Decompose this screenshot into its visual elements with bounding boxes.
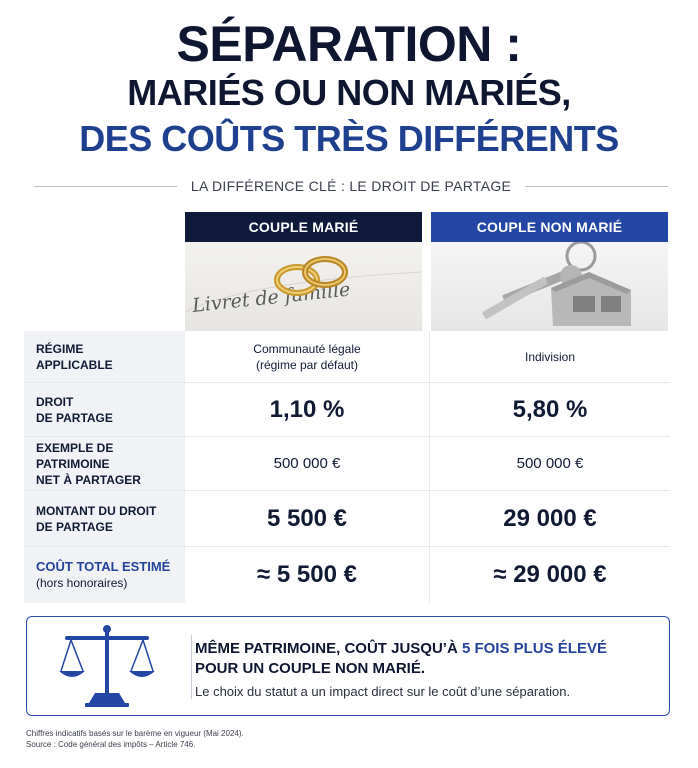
cell-married-line-2: (régime par défaut) (255, 357, 359, 372)
comparison-table (24, 331, 670, 603)
table-row (24, 437, 670, 491)
title-line-3: DES COÛTS TRÈS DIFFÉRENTS (79, 118, 619, 159)
cell-unmarried: 29 000 € (503, 504, 597, 532)
section-divider (34, 176, 668, 196)
row-label-line-1: RÉGIME (36, 341, 84, 356)
divider-label: LA DIFFÉRENCE CLÉ : LE DROIT DE PARTAGE (190, 178, 512, 194)
cell-married: 1,10 % (185, 383, 430, 436)
callout-box (26, 616, 670, 716)
row-label (24, 547, 185, 603)
row-label-line-2: (hors honoraires) (36, 576, 128, 590)
callout-text: Le choix du statut a un impact direct sur le coût d’une séparation. (195, 684, 571, 699)
cell-married: ≈ 5 500 € (185, 547, 430, 603)
callout-title-highlight: 5 FOIS PLUS ÉLEVÉ (461, 640, 607, 657)
title-line-1: SÉPARATION : (176, 16, 522, 72)
cell-unmarried: 5,80 % (512, 395, 588, 423)
row-label-line-2: DE PARTAGE (36, 519, 113, 534)
unmarried-photo (431, 242, 668, 331)
cell-married-line-1: Communauté légale (253, 341, 361, 356)
column-header-married: COUPLE MARIÉ (185, 212, 422, 242)
row-label-line-1: DROIT (36, 394, 74, 409)
row-label-line-2: APPLICABLE (36, 357, 113, 372)
row-label-line-1: MONTANT DU DROIT (36, 503, 157, 518)
callout-title-part-2: POUR UN COUPLE NON MARIÉ. (195, 660, 426, 677)
title-line-2: MARIÉS OU NON MARIÉS, (127, 72, 571, 113)
table-row (24, 383, 670, 437)
callout-separator (191, 635, 192, 699)
footnote-1: Chiffres indicatifs basés sur le barème en vigueur (Mai 2024). (26, 729, 244, 738)
cell-married: 5 500 € (185, 491, 430, 546)
table-row (24, 491, 670, 547)
row-label-line-2: NET À PARTAGER (36, 472, 141, 487)
table-row (24, 331, 670, 383)
cell-unmarried: ≈ 29 000 € (493, 561, 607, 588)
divider-line-right (525, 186, 668, 187)
row-label (24, 437, 185, 490)
divider-line-left (34, 186, 177, 187)
callout-title-part-1: MÊME PATRIMOINE, COÛT JUSQU’À (195, 640, 462, 657)
row-label (24, 491, 185, 546)
cell-married (185, 331, 430, 382)
table-row (24, 547, 670, 603)
callout-title (195, 639, 607, 679)
column-header-unmarried: COUPLE NON MARIÉ (431, 212, 668, 242)
footnote-2: Source : Code général des impôts – Article 746. (26, 740, 196, 749)
row-label-line-1: COÛT TOTAL ESTIMÉ (36, 559, 171, 574)
married-photo (185, 242, 422, 331)
row-label-line-1: EXEMPLE DE PATRIMOINE (36, 440, 114, 471)
row-label (24, 383, 185, 436)
row-label (24, 331, 185, 382)
house-keys-icon (431, 242, 668, 331)
wedding-rings-icon (185, 242, 422, 331)
cell-married: 500 000 € (185, 437, 430, 490)
scales-of-justice-icon (57, 623, 157, 709)
row-label-line-2: DE PARTAGE (36, 410, 113, 425)
livret-text: Livret de famille (191, 278, 352, 317)
cell-unmarried: 500 000 € (516, 455, 584, 472)
cell-unmarried: Indivision (524, 349, 576, 364)
